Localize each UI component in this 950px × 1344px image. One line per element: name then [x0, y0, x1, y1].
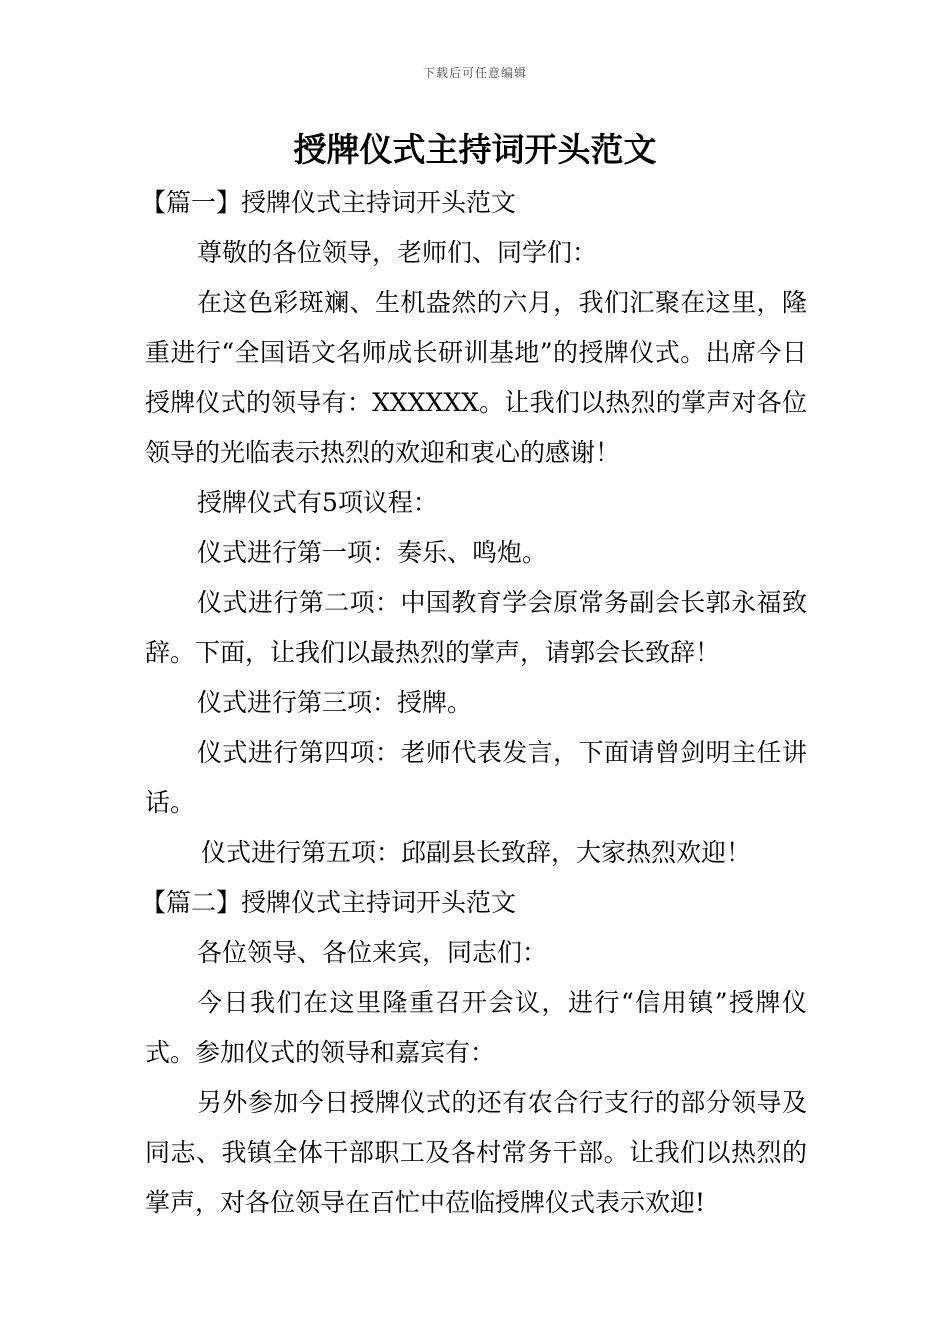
- paragraph: 仪式进行第五项：邱副县长致辞，大家热烈欢迎！: [201, 838, 752, 867]
- paragraph: 仪式进行第三项：授牌。: [197, 688, 473, 717]
- document-body: [141, 178, 807, 1228]
- paragraph: 尊敬的各位领导，老师们、同学们：: [197, 238, 598, 267]
- paragraph: 仪式进行第一项：奏乐、鸣炮。: [197, 538, 548, 567]
- header-note: 下载后可任意编辑: [422, 66, 527, 80]
- section-heading: 【篇二】授牌仪式主持词开头范文: [141, 888, 517, 917]
- paragraph: 仪式进行第四项：老师代表发言，下面请曾剑明主任讲话。: [145, 738, 807, 817]
- paragraph: 仪式进行第二项：中国教育学会原常务副会长郭永福致辞。下面，让我们以最热烈的掌声，请郭会长致辞！: [145, 588, 807, 667]
- section-heading: 【篇一】授牌仪式主持词开头范文: [141, 188, 517, 217]
- paragraph: 另外参加今日授牌仪式的还有农合行支行的部分领导及同志、我镇全体干部职工及各村常务干部。让我们以热烈的掌声，对各位领导在百忙中莅临授牌仪式表示欢迎!: [145, 1088, 807, 1217]
- paragraph: 各位领导、各位来宾，同志们：: [197, 938, 548, 967]
- paragraph: 在这色彩斑斓、生机盎然的六月，我们汇聚在这里，隆重进行“全国语文名师成长研训基地”的授牌仪式。出席今日授牌仪式的领导有：XXXXXX。让我们以热烈的掌声对各位领导的光临表示热烈的欢迎和衷心的感谢！: [145, 288, 807, 467]
- paragraph: 今日我们在这里隆重召开会议，进行“信用镇”授牌仪式。参加仪式的领导和嘉宾有：: [145, 988, 807, 1067]
- document-title: 授牌仪式主持词开头范文: [293, 130, 657, 169]
- paragraph: 授牌仪式有5项议程：: [197, 488, 438, 517]
